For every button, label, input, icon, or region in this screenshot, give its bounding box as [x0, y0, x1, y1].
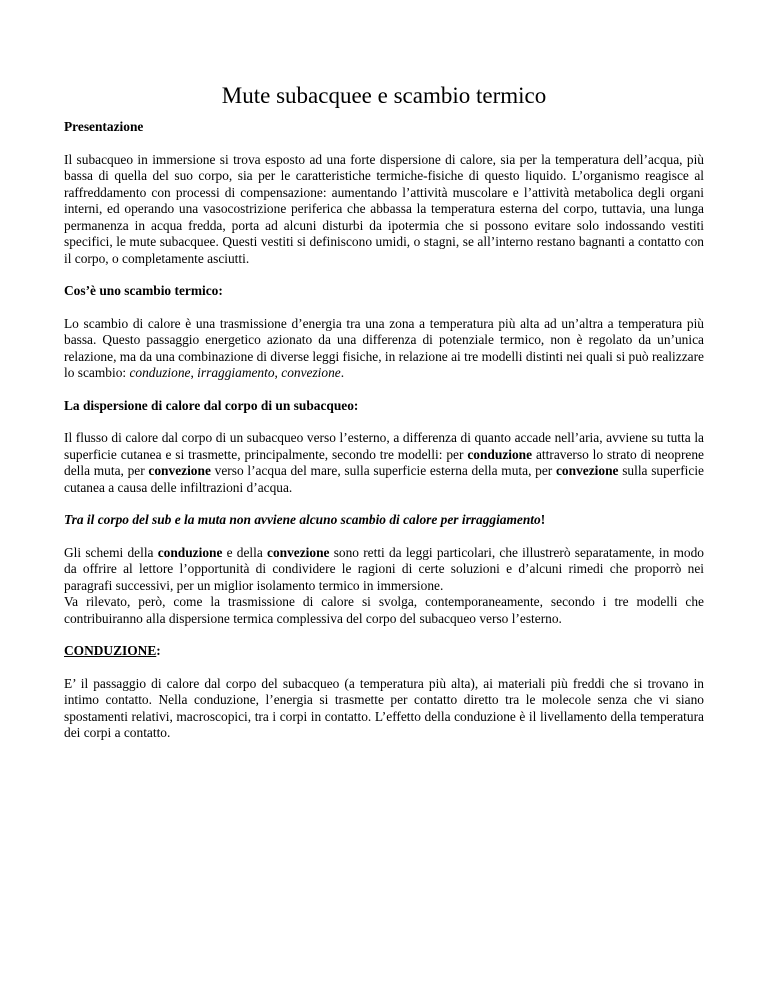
bold-term: convezione	[267, 544, 330, 560]
paragraph-scambio-termico	[64, 316, 704, 382]
italic-term-convezione: convezione	[281, 365, 341, 380]
text-run: .	[340, 365, 345, 380]
text-run: sono retti da leggi particolari, che illustrerò separatamente, in modo da offrire al lettore l’opportunità di condividere le ragioni di certe soluzioni e d’alcuni rimedi che proporrò nei paragrafi successivi, per un miglior isolamento termico in immersione.	[64, 544, 704, 593]
emphasis-text: Tra il corpo del sub e la muta non avviene alcuno scambio di calore per irraggiamento	[64, 512, 541, 527]
text-run: Gli schemi della	[64, 544, 158, 560]
heading-dispersione: La dispersione di calore dal corpo di un subacqueo:	[64, 397, 359, 413]
paragraph-rilevato: Va rilevato, però, come la trasmissione di calore si svolga, contemporaneamente, secondo i tre modelli che contribuiranno alla dispersione termica complessiva del corpo del subacqueo verso l’esterno.	[64, 594, 704, 626]
text-run: ,	[190, 365, 198, 380]
bold-term: conduzione	[157, 544, 223, 560]
heading-conduzione	[64, 643, 704, 660]
text-run: verso l’acqua del mare, sulla superficie esterna della muta, per	[210, 463, 556, 478]
text-run: e della	[222, 544, 268, 560]
emphasis-irraggiamento	[64, 512, 704, 529]
heading-scambio-termico: Cos’è uno scambio termico:	[64, 283, 223, 298]
text-run: attraverso lo strato di neoprene della muta, per	[64, 446, 705, 478]
italic-term-irraggiamento: irraggiamento	[197, 365, 275, 380]
heading-conduzione-label: CONDUZIONE	[64, 643, 157, 658]
bold-term: convezione	[148, 463, 211, 478]
italic-term-conduzione: conduzione	[129, 365, 191, 380]
heading-colon: :	[156, 643, 161, 658]
text-run: Lo scambio di calore è una trasmissione d’energia tra una zona a temperatura più alta ad un’altra a temperatura più bassa. Questo passaggio energetico azionato da una differenza di potenziale termico, non è regolato da un’unica relazione, ma da una combinazione di diverse leggi fisiche, in relazione ai tre modelli distinti nei quali si può realizzare lo scambio:	[64, 315, 704, 380]
document-page	[64, 82, 704, 758]
bold-term: convezione	[555, 463, 619, 478]
paragraph-dispersione	[64, 430, 704, 496]
text-run: sulla superficie cutanea a causa delle infiltrazioni d’acqua.	[64, 463, 704, 495]
paragraph-presentazione: Il subacqueo in immersione si trova esposto ad una forte dispersione di calore, sia per la temperatura dell’acqua, più bassa di quella del suo corpo, sia per le caratteristiche termiche-fisiche di questo liquido. L’organismo reagisce al raffreddamento con processi di compensazione: aumentando l’attività muscolare e l’attività metabolica degli organi interni, ed operando una vasocostrizione periferica che abbassa la temperatura esterna del corpo, tuttavia, una lunga permanenza in acqua fredda, porta ad alcuni disturbi da ipotermia che si possono evitare solo indossando vestiti specifici, le mute subacquee. Questi vestiti si definiscono umidi, o stagni, se all’interno restano bagnanti a contatto con il corpo, o completamente asciutti.	[64, 151, 704, 266]
text-run: Il flusso di calore dal corpo di un subacqueo verso l’esterno, a differenza di quanto accade nell’aria, avviene su tutta la superficie cutanea e si trasmette, principalmente, secondo tre modelli: per	[64, 430, 704, 462]
exclamation-mark: !	[540, 512, 546, 527]
text-run: ,	[274, 365, 282, 380]
paragraph-schemi	[64, 545, 704, 595]
bold-term: conduzione	[467, 446, 533, 462]
paragraph-conduzione: E’ il passaggio di calore dal corpo del subacqueo (a temperatura più alta), ai materiali più freddi che si trovano in intimo contatto. Nella conduzione, l’energia si trasmette per contatto diretto tra le molecole senza che vi siano spostamenti relativi, macroscopici, tra i corpi in contatto. L’effetto della conduzione è il livellamento della temperatura dei corpi a contatto.	[64, 675, 704, 740]
heading-presentazione: Presentazione	[64, 119, 144, 134]
document-title: Mute subacquee e scambio termico	[221, 83, 547, 108]
